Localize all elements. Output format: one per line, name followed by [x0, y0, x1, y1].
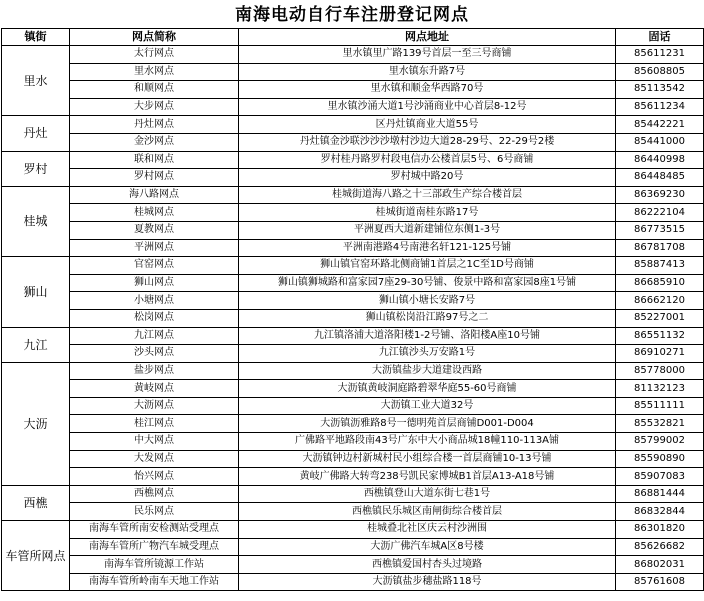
name-cell[interactable]: 金沙网点 — [70, 133, 239, 151]
name-cell[interactable]: 丹灶网点 — [70, 116, 239, 134]
sheet-title: 南海电动自行车注册登记网点 — [235, 5, 469, 25]
phone-cell[interactable]: 85227001 — [616, 309, 704, 327]
table-row — [2, 46, 704, 64]
town-cell[interactable]: 桂城 — [2, 186, 70, 256]
address-cell[interactable]: 平洲夏西大道新建铺位东侧1-3号 — [239, 221, 616, 239]
table-row — [2, 415, 704, 433]
town-cell[interactable]: 丹灶 — [2, 116, 70, 151]
table-row — [2, 169, 704, 187]
name-cell[interactable]: 九江网点 — [70, 327, 239, 345]
table-row — [2, 63, 704, 81]
address-cell[interactable]: 里水镇沙涌大道1号沙涌商业中心首层8-12号 — [239, 98, 616, 116]
phone-cell[interactable]: 81132123 — [616, 380, 704, 398]
name-cell[interactable]: 罗村网点 — [70, 169, 239, 187]
town-cell[interactable]: 九江 — [2, 327, 70, 362]
name-cell[interactable]: 太行网点 — [70, 46, 239, 64]
table-row — [2, 468, 704, 486]
table-row — [2, 485, 704, 503]
table-row — [2, 503, 704, 521]
name-cell[interactable]: 桂城网点 — [70, 204, 239, 222]
phone-cell[interactable]: 86301820 — [616, 521, 704, 539]
phone-cell[interactable]: 86662120 — [616, 292, 704, 310]
header-name: 网点简称 — [70, 29, 239, 46]
address-cell[interactable]: 狮山镇松岗沿江路97号之二 — [239, 309, 616, 327]
phone-cell[interactable]: 86685910 — [616, 274, 704, 292]
name-cell[interactable]: 大步网点 — [70, 98, 239, 116]
phone-cell[interactable]: 86802031 — [616, 556, 704, 574]
phone-cell[interactable]: 85626682 — [616, 538, 704, 556]
name-cell[interactable]: 联和网点 — [70, 151, 239, 169]
address-cell[interactable]: 广佛路平地路段南43号广东中大小商品城18幢110-113A铺 — [239, 433, 616, 451]
address-cell[interactable]: 大沥镇盐步大道建设西路 — [239, 362, 616, 380]
header-address: 网点地址 — [239, 29, 616, 46]
table-row — [2, 309, 704, 327]
address-cell[interactable]: 西樵镇登山大道东街七巷1号 — [239, 485, 616, 503]
town-cell[interactable]: 罗村 — [2, 151, 70, 186]
address-cell[interactable]: 狮山镇小塘长安路7号 — [239, 292, 616, 310]
phone-cell[interactable]: 86781708 — [616, 239, 704, 257]
table-row — [2, 98, 704, 116]
address-cell[interactable]: 大沥镇工业大道32号 — [239, 397, 616, 415]
table-row — [2, 573, 704, 591]
address-cell[interactable]: 九江镇洛浦大道洛阳楼1-2号铺、洛阳楼A座10号铺 — [239, 327, 616, 345]
table-row — [2, 257, 704, 275]
phone-cell[interactable]: 86440998 — [616, 151, 704, 169]
name-cell[interactable]: 西樵网点 — [70, 485, 239, 503]
table-row — [2, 239, 704, 257]
phone-cell[interactable]: 86448485 — [616, 169, 704, 187]
name-cell[interactable]: 狮山网点 — [70, 274, 239, 292]
address-cell[interactable]: 平洲南港路4号南港名轩121-125号铺 — [239, 239, 616, 257]
table-row — [2, 521, 704, 539]
header-phone: 固话 — [616, 29, 704, 46]
header-row — [2, 29, 704, 46]
address-cell[interactable]: 桂城叠北社区庆云村沙洲围 — [239, 521, 616, 539]
table-row — [2, 116, 704, 134]
address-cell[interactable]: 大沥广佛汽车城A区8号楼 — [239, 538, 616, 556]
phone-cell[interactable]: 85778000 — [616, 362, 704, 380]
address-cell[interactable]: 里水镇和顺金华西路70号 — [239, 81, 616, 99]
table-row — [2, 397, 704, 415]
name-cell[interactable]: 松岗网点 — [70, 309, 239, 327]
town-cell[interactable]: 西樵 — [2, 485, 70, 520]
phone-cell[interactable]: 85907083 — [616, 468, 704, 486]
name-cell[interactable]: 沙头网点 — [70, 345, 239, 363]
town-cell[interactable]: 车管所网点 — [2, 521, 70, 591]
table-row — [2, 538, 704, 556]
table-row — [2, 204, 704, 222]
town-cell[interactable]: 大沥 — [2, 362, 70, 485]
table-row — [2, 151, 704, 169]
name-cell[interactable]: 中大网点 — [70, 433, 239, 451]
address-cell[interactable]: 西樵镇民乐城区南闸街综合楼首层 — [239, 503, 616, 521]
address-cell[interactable]: 大沥镇沥雅路8号一德明苑首层商铺D001-D004 — [239, 415, 616, 433]
table-row — [2, 556, 704, 574]
name-cell[interactable]: 夏教网点 — [70, 221, 239, 239]
name-cell[interactable]: 里水网点 — [70, 63, 239, 81]
phone-cell[interactable]: 86551132 — [616, 327, 704, 345]
address-cell[interactable]: 里水镇里广路139号首层一至三号商铺 — [239, 46, 616, 64]
phone-cell[interactable]: 86222104 — [616, 204, 704, 222]
town-cell[interactable]: 里水 — [2, 46, 70, 116]
phone-cell[interactable]: 85887413 — [616, 257, 704, 275]
address-cell[interactable]: 区丹灶镇商业大道55号 — [239, 116, 616, 134]
name-cell[interactable]: 大发网点 — [70, 450, 239, 468]
phone-cell[interactable]: 85442221 — [616, 116, 704, 134]
phone-cell[interactable]: 85113542 — [616, 81, 704, 99]
name-cell[interactable]: 南海车管所南安检测站受理点 — [70, 521, 239, 539]
address-cell[interactable]: 黄岐广佛路大转弯238号凯民家博城B1首层A13-A18号铺 — [239, 468, 616, 486]
phone-cell[interactable]: 86369230 — [616, 186, 704, 204]
phone-cell[interactable]: 85799002 — [616, 433, 704, 451]
table-row — [2, 362, 704, 380]
address-cell[interactable]: 桂城街道南桂东路17号 — [239, 204, 616, 222]
table-row — [2, 81, 704, 99]
table-row — [2, 274, 704, 292]
phone-cell[interactable]: 85761608 — [616, 573, 704, 591]
address-cell[interactable]: 罗村城中路20号 — [239, 169, 616, 187]
table-row — [2, 345, 704, 363]
phone-cell[interactable]: 85532821 — [616, 415, 704, 433]
name-cell[interactable]: 南海车管所镜源工作站 — [70, 556, 239, 574]
name-cell[interactable]: 桂江网点 — [70, 415, 239, 433]
address-cell[interactable]: 九江镇沙头万安路1号 — [239, 345, 616, 363]
name-cell[interactable]: 大沥网点 — [70, 397, 239, 415]
table-row — [2, 221, 704, 239]
table-row — [2, 327, 704, 345]
town-cell[interactable]: 狮山 — [2, 257, 70, 327]
table-row — [2, 380, 704, 398]
address-cell[interactable]: 丹灶镇金沙联沙沙沙墩村沙边大道28-29号、22-29号2楼 — [239, 133, 616, 151]
name-cell[interactable]: 民乐网点 — [70, 503, 239, 521]
address-cell[interactable]: 里水镇东升路7号 — [239, 63, 616, 81]
table-row — [2, 292, 704, 310]
table-row — [2, 133, 704, 151]
name-cell[interactable]: 南海车管所广物汽车城受理点 — [70, 538, 239, 556]
address-cell[interactable]: 罗村桂丹路罗村段电信办公楼首层5号、6号商铺 — [239, 151, 616, 169]
phone-cell[interactable]: 85608805 — [616, 63, 704, 81]
table-body — [2, 46, 704, 591]
phone-cell[interactable]: 86832844 — [616, 503, 704, 521]
phone-cell[interactable]: 86881444 — [616, 485, 704, 503]
address-cell[interactable]: 狮山镇狮城路和富家园7座29-30号铺、俊景中路和富家园8座1号铺 — [239, 274, 616, 292]
address-cell[interactable]: 大沥镇钟边村新城村民小组综合楼一首层商铺10-13号铺 — [239, 450, 616, 468]
address-cell[interactable]: 西樵镇爱国村杏头过境路 — [239, 556, 616, 574]
address-cell[interactable]: 大沥镇盐步穗盐路118号 — [239, 573, 616, 591]
phone-cell[interactable]: 86910271 — [616, 345, 704, 363]
phone-cell[interactable]: 86773515 — [616, 221, 704, 239]
table-row — [2, 433, 704, 451]
phone-cell[interactable]: 85441000 — [616, 133, 704, 151]
registration-table — [1, 28, 704, 591]
name-cell[interactable]: 官窑网点 — [70, 257, 239, 275]
name-cell[interactable]: 怡兴网点 — [70, 468, 239, 486]
name-cell[interactable]: 和顺网点 — [70, 81, 239, 99]
header-town: 镇街 — [2, 29, 70, 46]
name-cell[interactable]: 黄岐网点 — [70, 380, 239, 398]
name-cell[interactable]: 小塘网点 — [70, 292, 239, 310]
phone-cell[interactable]: 85611234 — [616, 98, 704, 116]
name-cell[interactable]: 南海车管所岭南车天地工作站 — [70, 573, 239, 591]
phone-cell[interactable]: 85611231 — [616, 46, 704, 64]
address-cell[interactable]: 大沥镇黄岐洞庭路碧翠华庭55-60号商铺 — [239, 380, 616, 398]
phone-cell[interactable]: 85590890 — [616, 450, 704, 468]
address-cell[interactable]: 桂城街道海八路之十三部政生产综合楼首层 — [239, 186, 616, 204]
table-row — [2, 450, 704, 468]
address-cell[interactable]: 狮山镇官窑环路北侧商铺1首层之1C至1D号商铺 — [239, 257, 616, 275]
name-cell[interactable]: 平洲网点 — [70, 239, 239, 257]
table-row — [2, 186, 704, 204]
phone-cell[interactable]: 85511111 — [616, 397, 704, 415]
name-cell[interactable]: 海八路网点 — [70, 186, 239, 204]
name-cell[interactable]: 盐步网点 — [70, 362, 239, 380]
